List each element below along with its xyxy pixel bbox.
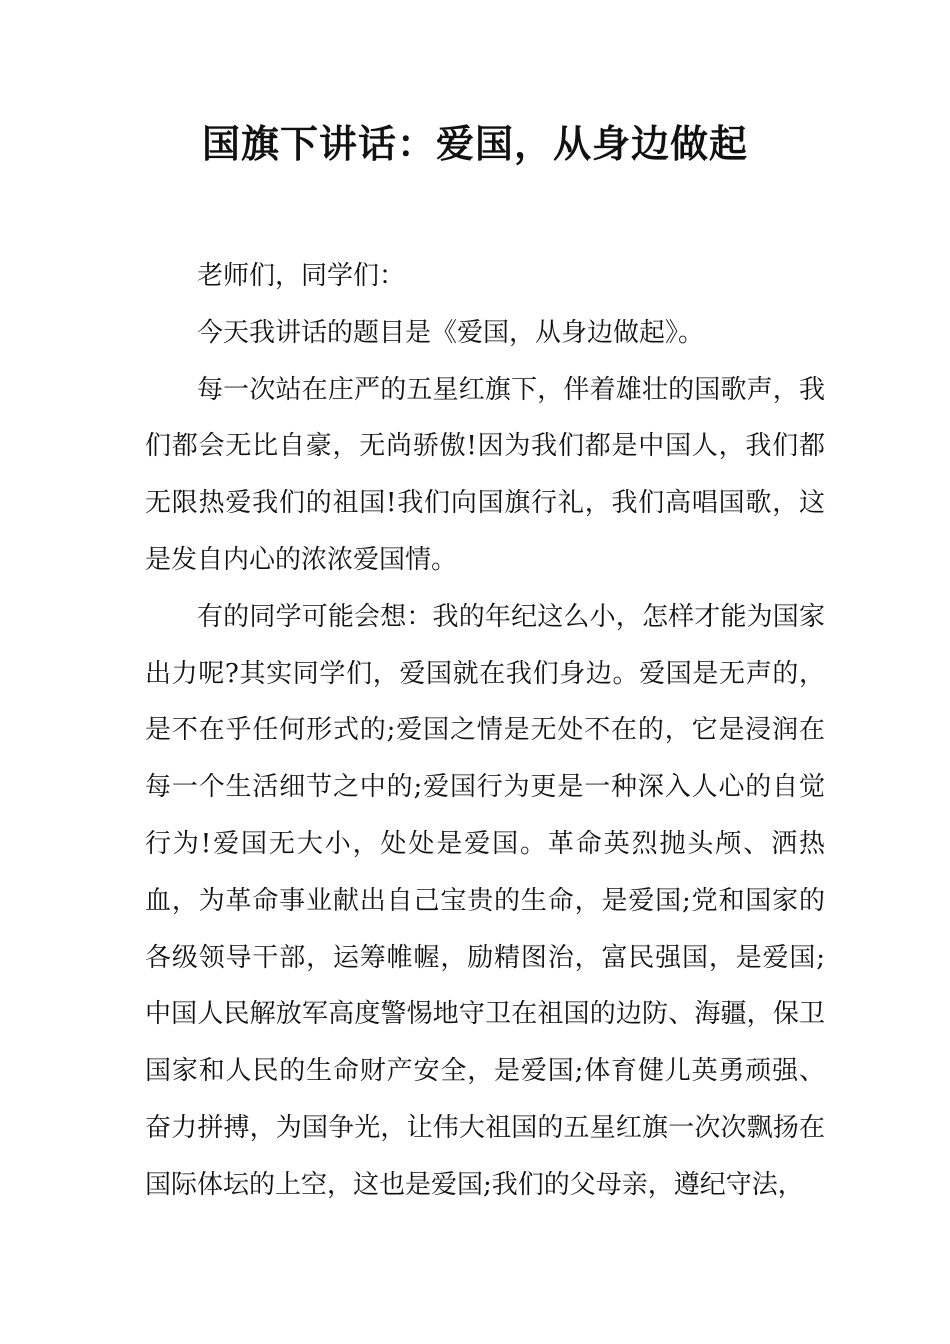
document-title: 国旗下讲话：爱国，从身边做起 — [201, 121, 748, 166]
document-body — [145, 248, 825, 1214]
body-paragraph: 有的同学可能会想：我的年纪这么小，怎样才能为国家出力呢?其实同学们，爱国就在我们身边。爱国是无声的，是不在乎任何形式的;爱国之情是无处不在的，它是浸润在每一个生活细节之中的;爱国行为更是一种深入人心的自觉行为!爱国无大小，处处是爱国。革命英烈抛头颅、洒热血，为革命事业献出自己宝贵的生命，是爱国;党和国家的各级领导干部，运筹帷幄，励精图治，富民强国，是爱国;中国人民解放军高度警惕地守卫在祖国的边防、海疆，保卫国家和人民的生命财产安全，是爱国;体育健儿英勇顽强、奋力拼搏，为国争光，让伟大祖国的五星红旗一次次飘扬在国际体坛的上空，这也是爱国;我们的父母亲，遵纪守法， — [145, 601, 825, 1200]
greeting-paragraph: 老师们，同学们： — [197, 261, 406, 291]
topic-paragraph: 今天我讲话的题目是《爱国，从身边做起》。 — [197, 317, 705, 348]
body-paragraph: 每一次站在庄严的五星红旗下，伴着雄壮的国歌声，我们都会无比自豪，无尚骄傲!因为我们都是中国人，我们都无限热爱我们的祖国!我们向国旗行礼，我们高唱国歌，这是发自内心的浓浓爱国情。 — [145, 374, 825, 575]
